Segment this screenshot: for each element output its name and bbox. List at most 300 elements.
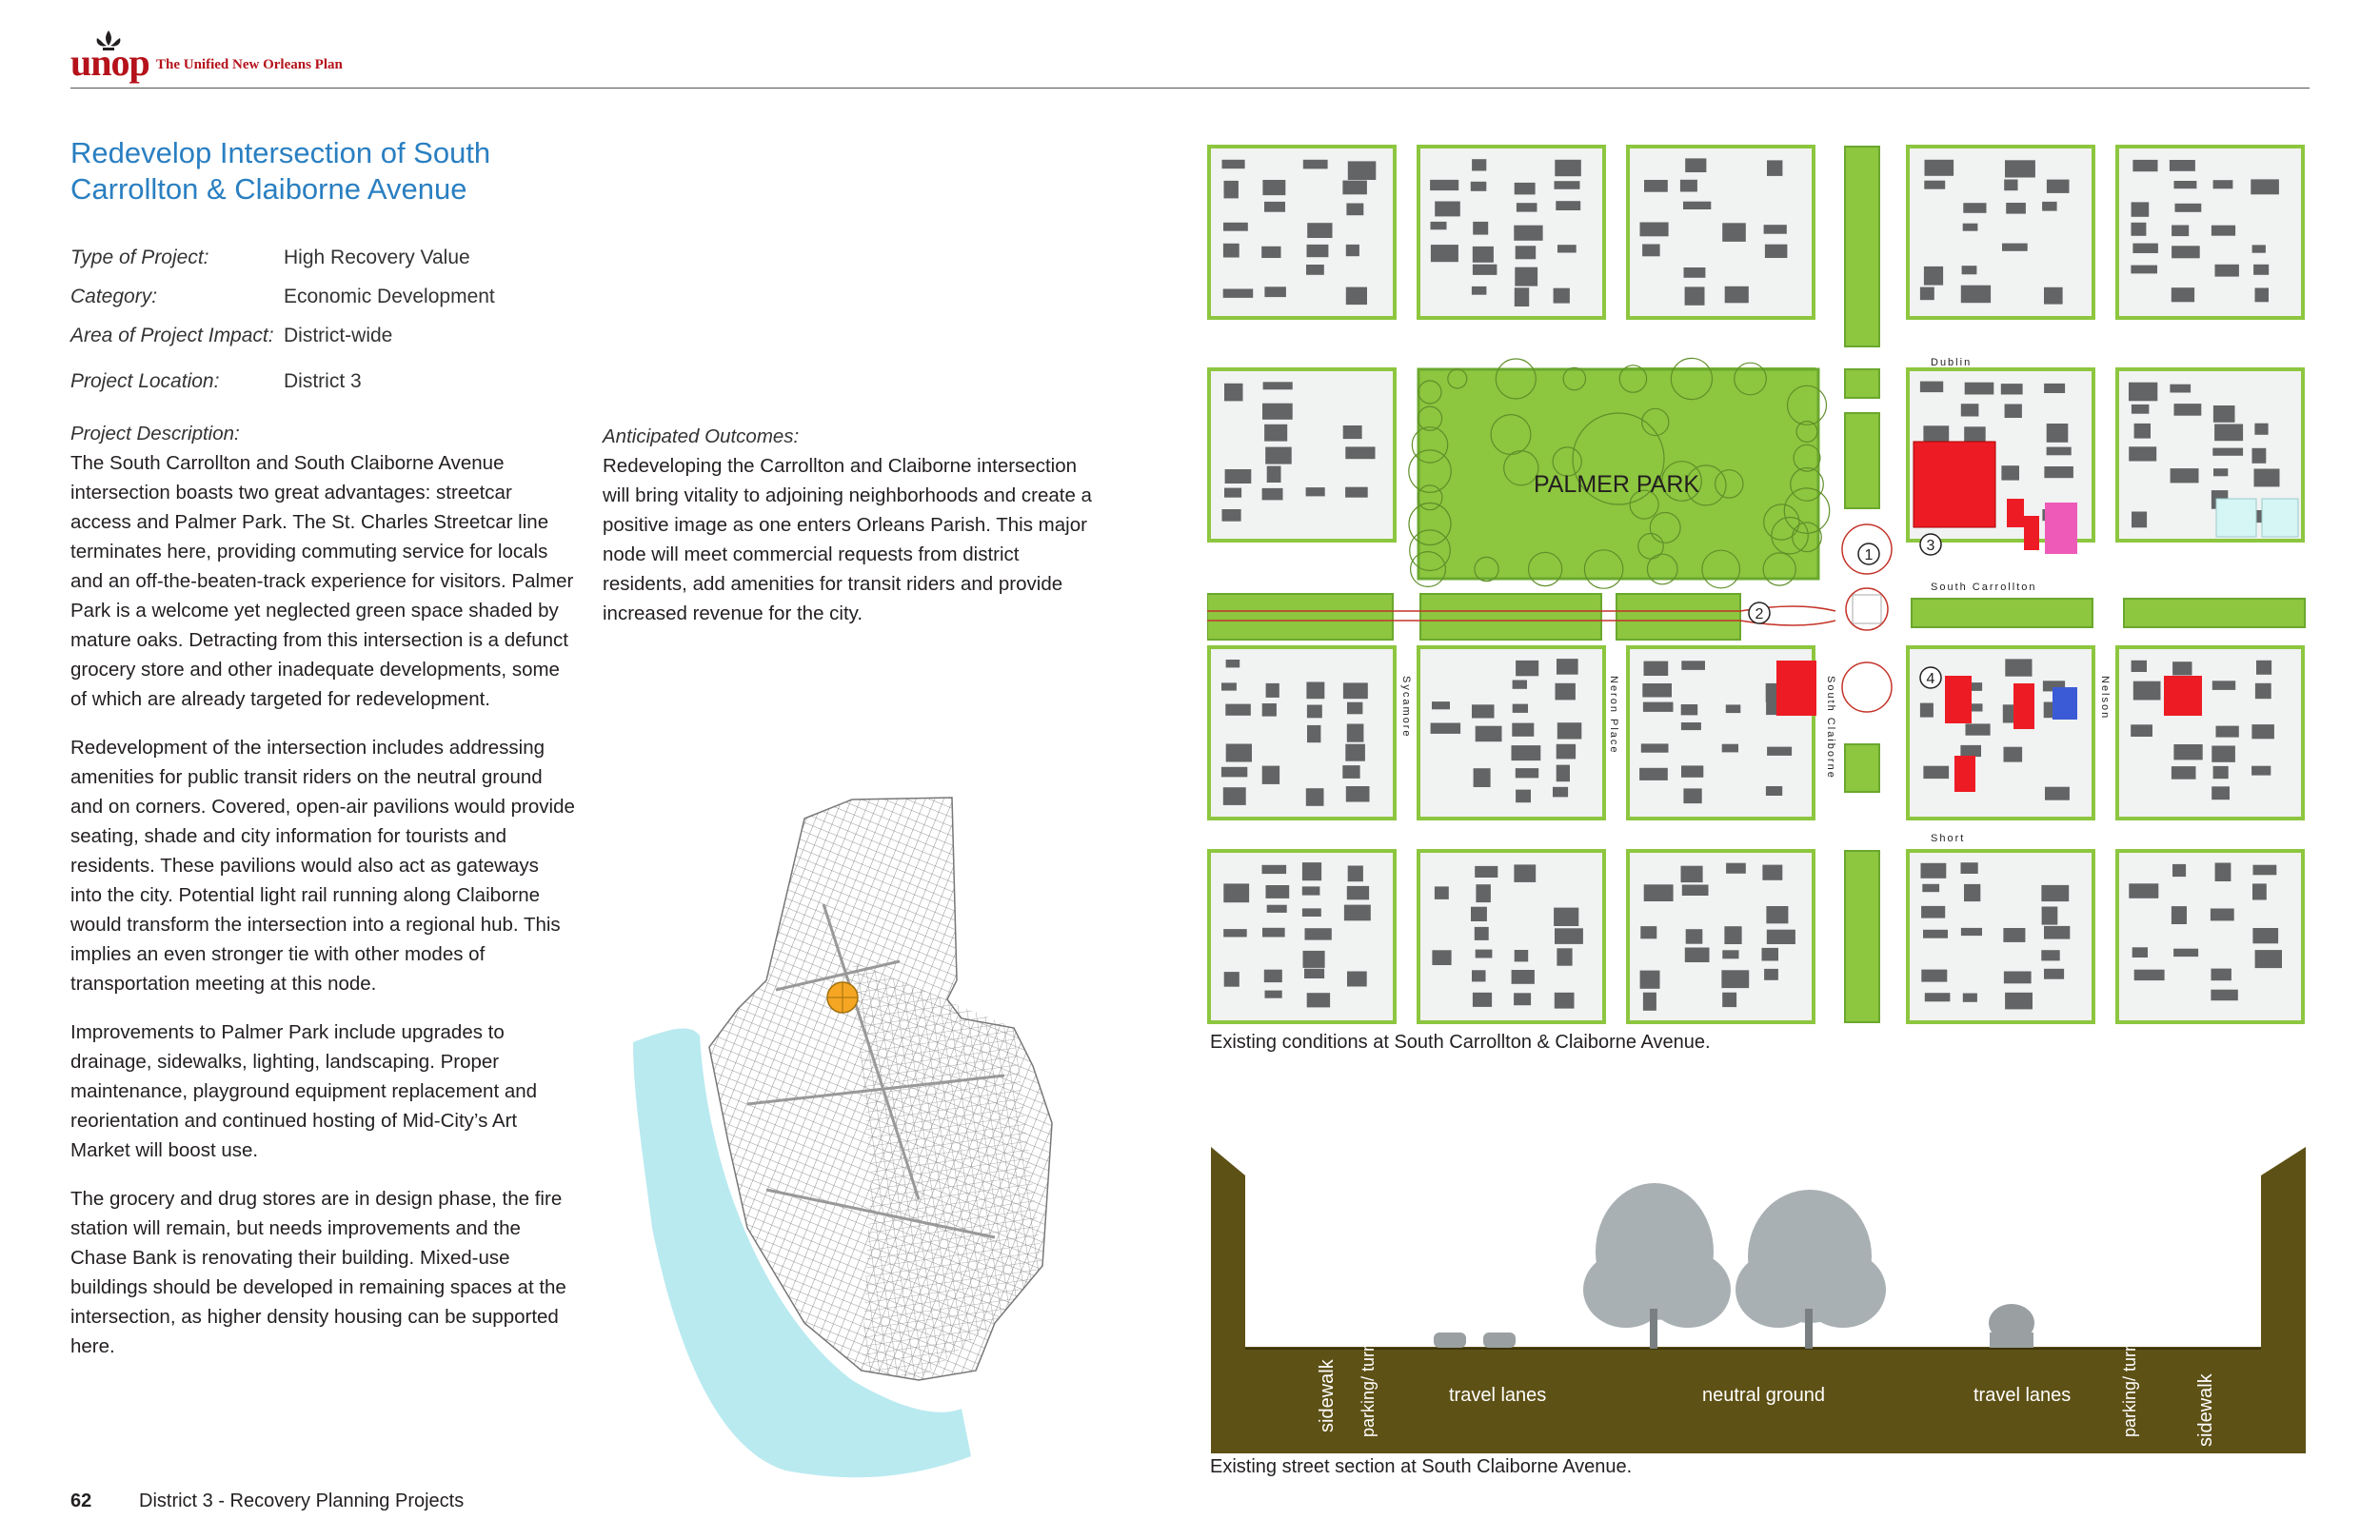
building [1726,863,1746,874]
building [2004,747,2023,762]
street-label-dublin: Dublin [1931,357,1973,368]
building [1924,181,1945,189]
building [1347,702,1362,715]
building [2213,766,2229,779]
building [1266,683,1279,698]
building [1476,884,1491,902]
building [1640,926,1656,938]
building [2132,512,2147,528]
building [1767,160,1782,176]
page-number: 62 [70,1491,92,1511]
building [1476,950,1493,958]
building [1224,972,1240,987]
building [2044,287,2063,305]
building [2253,865,2277,876]
building [1639,768,1668,780]
label-travel-right: travel lanes [1973,1385,2072,1406]
building [1685,286,1705,305]
building [2173,744,2202,760]
building [1431,245,1458,262]
building [2001,465,2019,480]
building [2002,244,2028,251]
building [1264,202,1285,212]
building [2170,385,2191,393]
building [2005,405,2022,419]
building [1722,223,1746,242]
neutral-ground-strip [1845,369,1879,398]
building [2132,223,2147,236]
building [1764,969,1778,980]
label-parking-right: parking/ turn lane [2120,1304,2139,1437]
anticipated-outcomes [603,422,1107,647]
building [1516,790,1531,803]
description-paragraph: Improvements to Palmer Park include upgrades to drainage, sidewalks, lighting, landscaping. Proper maintenance, playground equipment replacement and reorientation and continued hosting of Mid-City’s Art Market will boost use. [70,1021,538,1161]
building [1683,202,1711,209]
building [1265,447,1292,464]
building [2253,265,2269,275]
building [2005,160,2035,177]
building [1764,225,1787,234]
building [1305,928,1332,939]
building [1925,160,1954,176]
building [1473,265,1497,275]
building [1556,683,1576,701]
meta-label-area: Area of Project Impact: [70,325,274,346]
building [2172,864,2186,877]
building [1513,704,1528,713]
building [1517,203,1537,211]
neutral-ground-strip [1845,413,1879,508]
building [2172,766,2196,780]
building [1512,970,1535,984]
building [1557,659,1578,675]
building [2172,906,2187,924]
building [1557,744,1576,760]
building [2132,244,2158,253]
building [1681,765,1703,777]
building [1225,704,1251,716]
building [2211,909,2234,921]
building [2044,969,2064,979]
building [2211,746,2235,762]
building [1554,908,1578,926]
building [2171,468,2199,483]
building [1306,265,1324,275]
logo-tagline: The Unified New Orleans Plan [156,57,343,72]
building [1966,723,1991,735]
building [1223,244,1240,258]
district-locator-map [633,790,1061,1485]
marker-3 [1920,534,1941,555]
building [1725,286,1749,304]
building [1472,704,1495,718]
building [1682,885,1709,897]
building [1680,180,1697,192]
building [1642,683,1672,698]
building [1261,247,1280,258]
building [2044,384,2065,393]
building [1264,424,1287,442]
building [1346,786,1370,802]
blue-building [2053,687,2077,720]
building [1348,866,1363,882]
building [1640,971,1660,989]
building [1306,682,1324,700]
building [1432,701,1450,709]
building [1921,863,1947,879]
building [1224,181,1239,199]
marker-1 [1858,543,1879,564]
street-label-south-claiborne: South Claiborne [1825,676,1836,780]
building [1473,247,1494,263]
park-label: PALMER PARK [1533,471,1700,498]
building [1346,287,1367,306]
neutral-ground-strip [1912,599,2092,627]
building [2172,287,2194,302]
neutral-ground-strip [1845,851,1879,1022]
building [2131,724,2152,737]
building [1555,928,1583,944]
building [1686,929,1703,944]
building [2216,726,2239,738]
highlight-building [2024,516,2039,550]
building [1681,722,1701,730]
neutral-ground-strip [1845,744,1879,792]
building [2211,990,2237,1001]
building [1925,993,1951,1001]
building [1475,866,1497,878]
building [2047,180,2070,193]
building [2129,383,2157,402]
building [1344,905,1371,921]
svg-text:2: 2 [1755,606,1764,622]
building [2047,447,2072,456]
building [2132,160,2157,171]
highlight-building [1776,661,1816,716]
label-travel-left: travel lanes [1449,1385,1547,1406]
building [1515,183,1536,195]
building [1473,222,1488,235]
building [1685,158,1706,172]
building [2213,180,2233,188]
logo-wordmark: unop [70,41,149,84]
building [1557,765,1570,782]
building [1553,787,1568,798]
building [2172,246,2200,258]
car [1434,1333,1516,1348]
building [2174,404,2202,416]
building [1307,245,1329,257]
building [1766,786,1782,796]
building [1223,223,1248,231]
site-plan-caption: Existing conditions at South Carrollton & Claiborne Avenue. [1210,1032,1711,1053]
svg-text:4: 4 [1926,671,1935,687]
truck [1989,1304,2034,1348]
building [2255,683,2271,699]
building [1221,682,1237,690]
building [1513,681,1527,689]
building [2001,384,2023,394]
building [1226,660,1240,667]
building [2005,993,2033,1010]
magenta-building [2045,503,2077,554]
building [1303,160,1328,169]
building [1302,908,1321,917]
building [1557,948,1572,965]
building [1262,488,1283,501]
building [2129,446,2156,461]
meta-value-category: Economic Development [284,286,495,307]
building [1222,160,1245,168]
building [1224,384,1243,402]
building [1644,180,1668,192]
page-title: Redevelop Intersection of South Carrollton & Claiborne Avenue [70,136,491,206]
building [1683,788,1701,803]
building [1640,223,1669,237]
building [1267,466,1281,483]
building [1515,950,1529,961]
building [1767,930,1795,944]
building [1306,487,1325,496]
building [1963,994,1977,1002]
building [2131,266,2157,274]
neutral-ground-strip [2124,599,2305,627]
building [1920,703,1934,718]
building [2170,160,2195,171]
building [1348,161,1377,180]
building [1644,661,1669,676]
building [1924,267,1943,286]
building [1960,745,1981,757]
building [1765,245,1788,258]
building [1302,862,1321,880]
building [2254,424,2268,435]
highlight-building [1945,676,1972,723]
building [1222,509,1241,522]
building [1922,884,1939,892]
building [1515,267,1537,286]
label-parking-left: parking/ turn lane [1359,1304,1378,1437]
unop-logo [70,29,565,86]
building [1556,201,1580,210]
building [1262,865,1287,874]
building [1475,927,1489,940]
building [1962,266,1977,274]
building [1431,222,1447,229]
building [1223,787,1246,805]
building [1722,744,1738,753]
cyan-building [2216,499,2256,537]
building [1722,993,1736,1007]
building [1471,907,1487,921]
building [1342,181,1367,195]
building [1262,180,1285,195]
building [1302,886,1320,895]
building [1225,469,1252,484]
building [2041,885,2069,901]
building [1965,383,1994,395]
building [1307,705,1322,719]
building [2251,179,2279,194]
building [1762,865,1782,880]
building [1684,267,1706,278]
building [1766,906,1788,923]
building [1643,993,1656,1011]
building [2175,204,2202,212]
building [1643,702,1674,712]
building [1681,704,1698,715]
building [2252,883,2267,899]
building [2213,405,2235,423]
meta-label-type: Type of Project: [70,247,209,268]
building [2174,181,2197,188]
meta-value-location: District 3 [284,370,362,392]
label-sidewalk-left: sidewalk [1317,1359,1338,1432]
building [1223,929,1247,937]
highlight-building [2164,676,2202,716]
building [2004,972,2032,984]
building [1346,204,1363,216]
building [1264,286,1286,297]
meta-label-category: Category: [70,286,158,307]
building [2211,969,2231,981]
label-sidewalk-right: sidewalk [2195,1373,2216,1447]
building [1263,382,1293,389]
building [1642,245,1660,257]
building [2003,928,2025,942]
building [1515,287,1529,306]
building [2133,681,2161,701]
building [1472,970,1486,981]
building [1555,181,1580,189]
building [1476,726,1502,742]
building [2173,949,2198,957]
building [2255,950,2282,968]
building [2132,202,2150,216]
building [1307,725,1320,742]
description-label: Project Description: [70,423,240,444]
building [2215,265,2239,277]
description-paragraph: The grocery and drug stores are in design phase, the fire station will remain, but needs improvements and the Chase Bank is renovating their building. Mixed-use buildings should be developed in remaining spaces at the intersection, as higher density housing can be supported here. [70,1188,566,1357]
building [1512,723,1534,737]
building [1767,747,1792,756]
building [1964,884,1980,901]
building [1920,382,1943,393]
building [1303,951,1325,968]
building [1920,287,1934,301]
building [2211,786,2230,800]
building [1266,885,1290,898]
building [1435,202,1460,217]
building [2172,661,2192,675]
building [2132,947,2148,958]
building [1223,289,1254,298]
meta-value-type: High Recovery Value [284,247,470,268]
building [1346,245,1359,256]
building [1722,950,1738,958]
building [2006,203,2026,214]
project-description [70,419,575,1380]
building [1554,288,1570,304]
neutral-ground-strip [1420,594,1601,640]
building [1431,723,1461,734]
building [1961,862,1978,874]
building [1473,993,1492,1007]
building [2251,724,2274,739]
site-plan-map [1207,145,2311,1030]
building [1226,744,1252,762]
building [1342,765,1359,779]
building [1262,928,1285,938]
building [1265,991,1282,998]
building [2252,245,2266,252]
building [2252,928,2278,943]
building [1681,866,1703,882]
building [1961,286,1991,304]
building [1555,160,1581,176]
building [1762,948,1779,961]
marker-4 [1920,667,1941,688]
building [1963,224,1978,231]
neutral-ground-strip [1845,147,1879,346]
building [2042,202,2057,211]
building [2132,405,2150,414]
building [1262,703,1277,717]
building [1512,745,1541,760]
street-label-nelson: Nelson [2099,676,2111,721]
building [2211,226,2235,236]
building [1557,722,1582,739]
description-paragraph: Redevelopment of the intersection includes addressing amenities for public transit riders on the neutral ground and on corners. Covered, open-air pavilions would provide seating, shade and city information for tourists and residents. These pavilions would also act as gateways into the city. Potential light rail running along Claiborne would transform the intersection into a regional hub. This implies an even stronger tie with other modes of transportation meeting at this node. [70,737,575,995]
outcomes-label: Anticipated Outcomes: [603,425,800,447]
building [1343,682,1368,699]
building [1307,993,1330,1007]
building [1516,768,1538,778]
building [2005,659,2032,676]
building [2042,907,2058,925]
building [1681,661,1705,670]
building [1961,404,1979,416]
highlight-building [2013,683,2034,729]
building [2044,466,2073,478]
building [1923,930,1948,938]
building [2132,661,2147,672]
building [2255,288,2270,303]
footer-text: District 3 - Recovery Planning Projects [139,1491,465,1511]
building [1343,425,1362,439]
building [1514,226,1542,241]
building [1961,928,1982,936]
building [1347,724,1364,742]
street-label-neron-place: Neron Place [1608,676,1619,755]
street-label-south-carrollton: South Carrollton [1931,582,2037,593]
building [1347,886,1369,899]
building [1726,704,1741,713]
building [1345,446,1375,459]
building [1264,970,1282,982]
building [1472,159,1486,170]
building [1472,286,1487,295]
building [1685,948,1710,963]
building [1307,223,1332,238]
building [2041,950,2059,960]
building [2215,863,2231,882]
building [1432,950,1451,965]
building [2172,226,2189,237]
description-paragraph: The South Carrollton and South Claiborne Avenue intersection boasts two great advantages: streetcar access and Palmer Park. The St. Charles Streetcar line terminates here, providing commuting service for locals and an off-the-beaten-track experience for visitors. Palmer Park is a welcome yet neglected green space shaded by mature oaks. Detracting from this intersection is a defunct grocery store and other inadequate developments, some of which are already targeted for redevelopment. [70,452,574,710]
building [2254,469,2280,487]
building [2134,970,2165,980]
